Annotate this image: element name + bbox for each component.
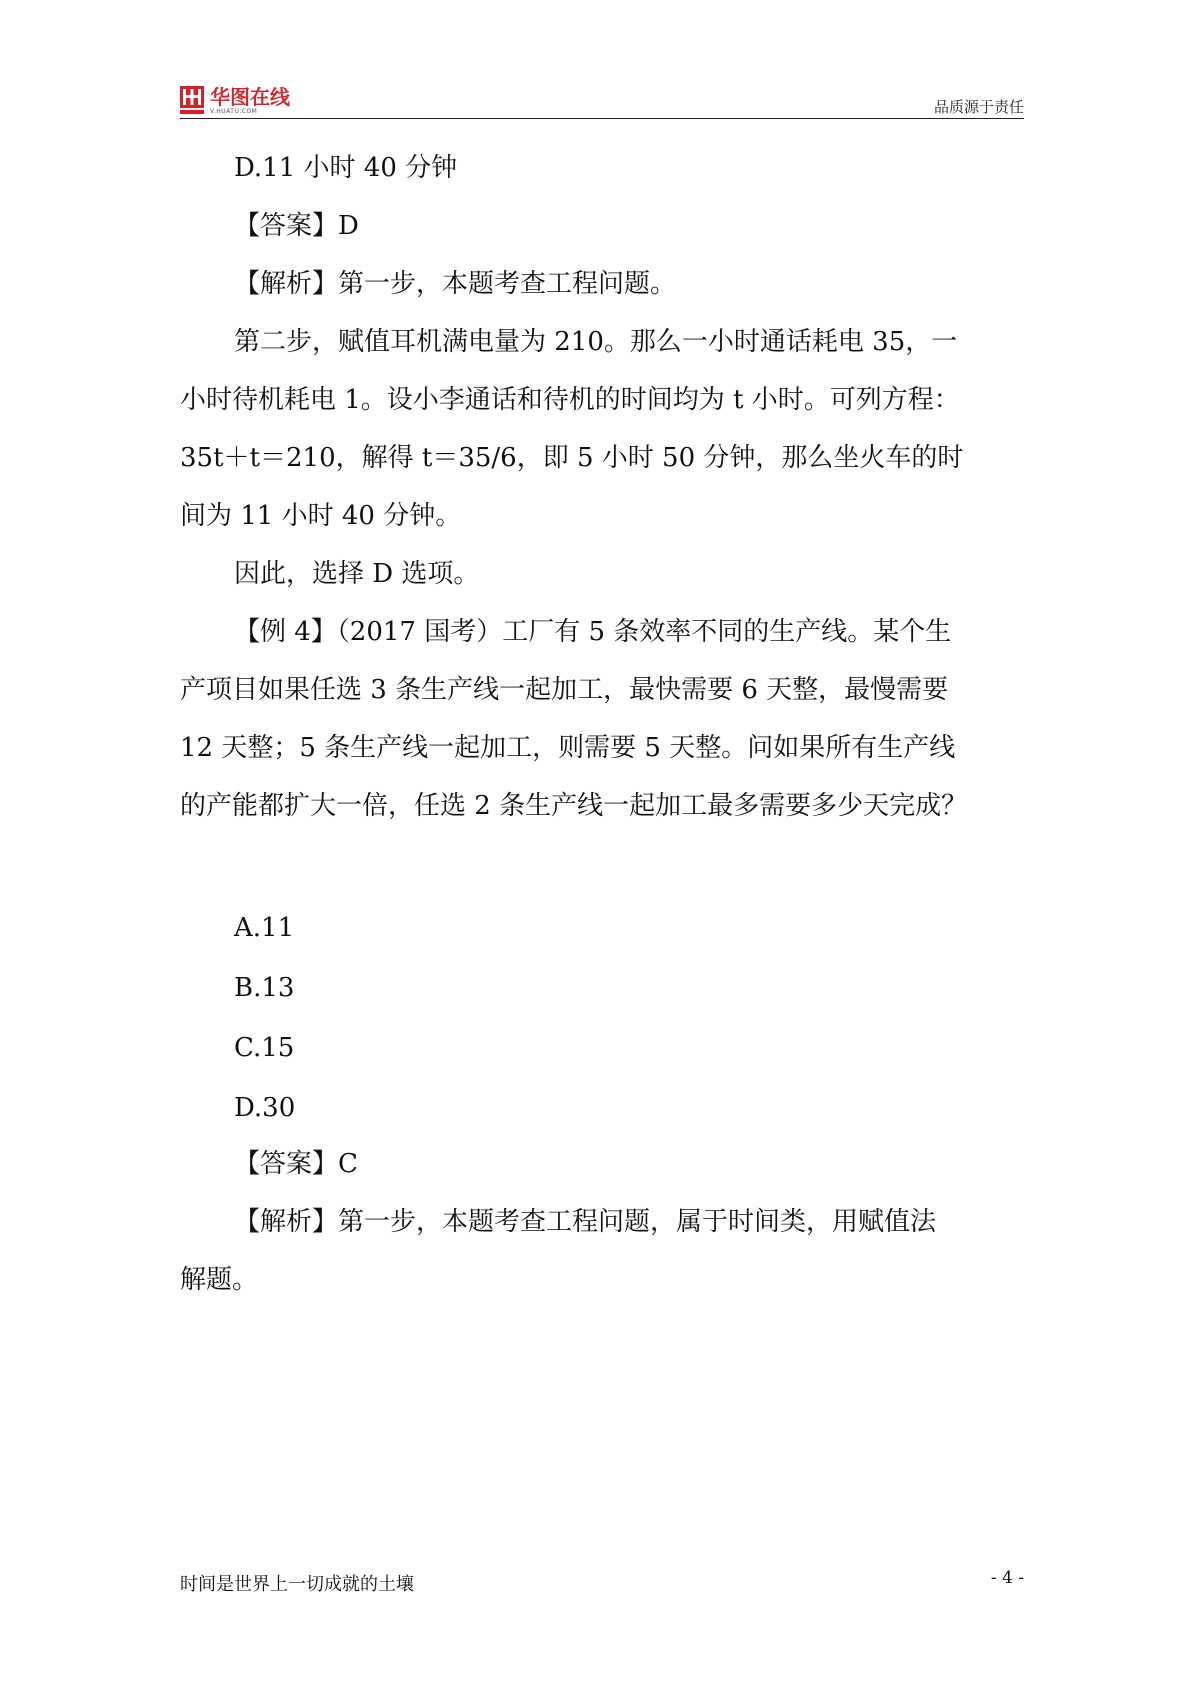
q4-analysis-line: 【解析】第一步，本题考查工程问题，属于时间类，用赋值法 — [234, 1207, 937, 1237]
prev-conclusion: 因此，选择 D 选项。 — [234, 559, 480, 589]
page-number: - 4 - — [990, 1568, 1024, 1588]
option-c: C.15 — [234, 1033, 295, 1063]
footer-motto: 时间是世界上一切成就的土壤 — [180, 1574, 414, 1595]
question-4-line: 12 天整；5 条生产线一起加工，则需要 5 天整。问如果所有生产线 — [180, 733, 956, 763]
header-divider — [180, 118, 1024, 119]
logo-url: V.HUATU.COM — [210, 108, 258, 115]
prev-analysis-step2-line: 35t＋t＝210，解得 t＝35/6，即 5 小时 50 分钟，那么坐火车的时 — [180, 443, 964, 473]
prev-analysis-step1: 【解析】第一步，本题考查工程问题。 — [234, 269, 677, 299]
prev-analysis-step2-line: 小时待机耗电 1。设小李通话和待机的时间均为 t 小时。可列方程： — [180, 385, 960, 415]
header-slogan: 品质源于责任 — [933, 98, 1024, 116]
option-b: B.13 — [234, 973, 295, 1003]
logo-name: 华图在线 — [210, 85, 290, 109]
q4-answer: 【答案】C — [234, 1149, 358, 1179]
option-a: A.11 — [234, 913, 295, 943]
prev-analysis-step2-line: 第二步，赋值耳机满电量为 210。那么一小时通话耗电 35，一 — [234, 327, 958, 357]
prev-option-d: D.11 小时 40 分钟 — [234, 153, 458, 183]
question-4-line: 的产能都扩大一倍，任选 2 条生产线一起加工最多需要多少天完成？ — [180, 791, 968, 821]
huatu-logo — [180, 86, 290, 116]
option-d: D.30 — [234, 1093, 296, 1123]
huatu-logo-icon — [180, 86, 204, 116]
question-4-line: 【例 4】（2017 国考）工厂有 5 条效率不同的生产线。某个生 — [234, 617, 952, 647]
prev-answer: 【答案】D — [234, 211, 359, 241]
prev-analysis-step2-line: 间为 11 小时 40 分钟。 — [180, 501, 462, 531]
q4-analysis-line: 解题。 — [180, 1265, 259, 1295]
question-4-line: 产项目如果任选 3 条生产线一起加工，最快需要 6 天整，最慢需要 — [180, 675, 949, 705]
page-header — [180, 80, 1024, 120]
